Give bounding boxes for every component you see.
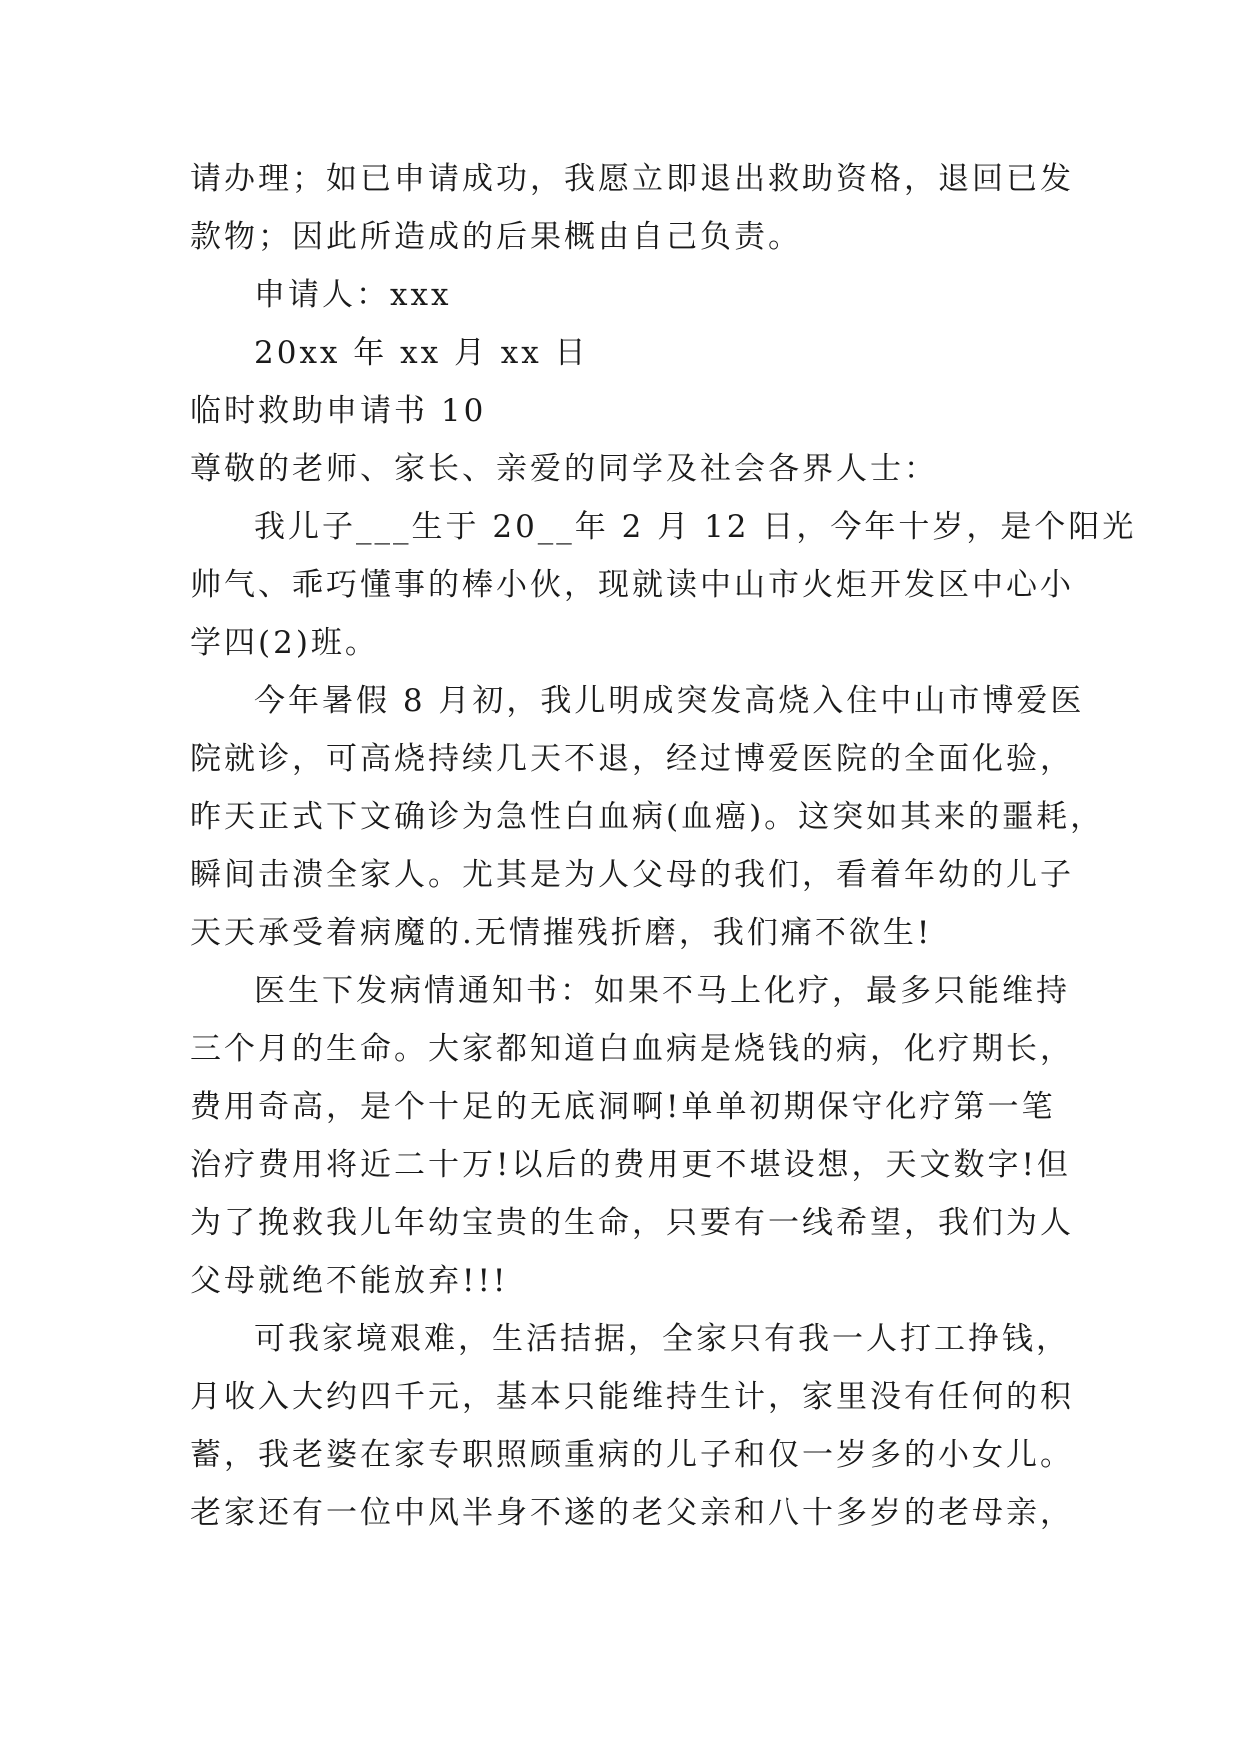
- text-line: 帅气、乖巧懂事的棒小伙，现就读中山市火炬开发区中心小: [190, 567, 1074, 603]
- text-line: 医生下发病情通知书：如果不马上化疗，最多只能维持: [254, 973, 1070, 1009]
- text-line: 我儿子___生于 20__年 2 月 12 日，今年十岁，是个阳光: [254, 509, 1137, 545]
- text-line: 可我家境艰难，生活拮据，全家只有我一人打工挣钱，: [254, 1321, 1070, 1357]
- applicant-signature: 申请人：xxx: [254, 277, 452, 313]
- text-line: 三个月的生命。大家都知道白血病是烧钱的病，化疗期长，: [190, 1031, 1074, 1067]
- text-line: 学四(2)班。: [190, 625, 379, 661]
- text-line: 昨天正式下文确诊为急性白血病(血癌)。这突如其来的噩耗，: [190, 799, 1105, 835]
- salutation: 尊敬的老师、家长、亲爱的同学及社会各界人士：: [190, 451, 938, 487]
- text-line: 蓄，我老婆在家专职照顾重病的儿子和仅一岁多的小女儿。: [190, 1437, 1074, 1473]
- text-line: 今年暑假 8 月初，我儿明成突发高烧入住中山市博爱医: [254, 683, 1085, 719]
- text-line: 父母就绝不能放弃!!!: [190, 1263, 509, 1299]
- text-line: 月收入大约四千元，基本只能维持生计，家里没有任何的积: [190, 1379, 1074, 1415]
- text-line: 为了挽救我儿年幼宝贵的生命，只要有一线希望，我们为人: [190, 1205, 1074, 1241]
- text-line: 天天承受着病魔的.无情摧残折磨，我们痛不欲生!: [190, 915, 933, 951]
- document-body: [190, 150, 1137, 1542]
- application-date: 20xx 年 xx 月 xx 日: [254, 335, 589, 371]
- text-line: 老家还有一位中风半身不遂的老父亲和八十多岁的老母亲，: [190, 1495, 1074, 1531]
- text-line: 费用奇高，是个十足的无底洞啊!单单初期保守化疗第一笔: [190, 1089, 1056, 1125]
- text-line: 院就诊，可高烧持续几天不退，经过博爱医院的全面化验，: [190, 741, 1074, 777]
- section-title: 临时救助申请书 10: [190, 393, 487, 429]
- text-line: 瞬间击溃全家人。尤其是为人父母的我们，看着年幼的儿子: [190, 857, 1074, 893]
- text-line: 款物；因此所造成的后果概由自己负责。: [190, 219, 802, 255]
- text-line: 请办理；如已申请成功，我愿立即退出救助资格，退回已发: [190, 161, 1074, 197]
- text-line: 治疗费用将近二十万!以后的费用更不堪设想，天文数字!但: [190, 1147, 1071, 1183]
